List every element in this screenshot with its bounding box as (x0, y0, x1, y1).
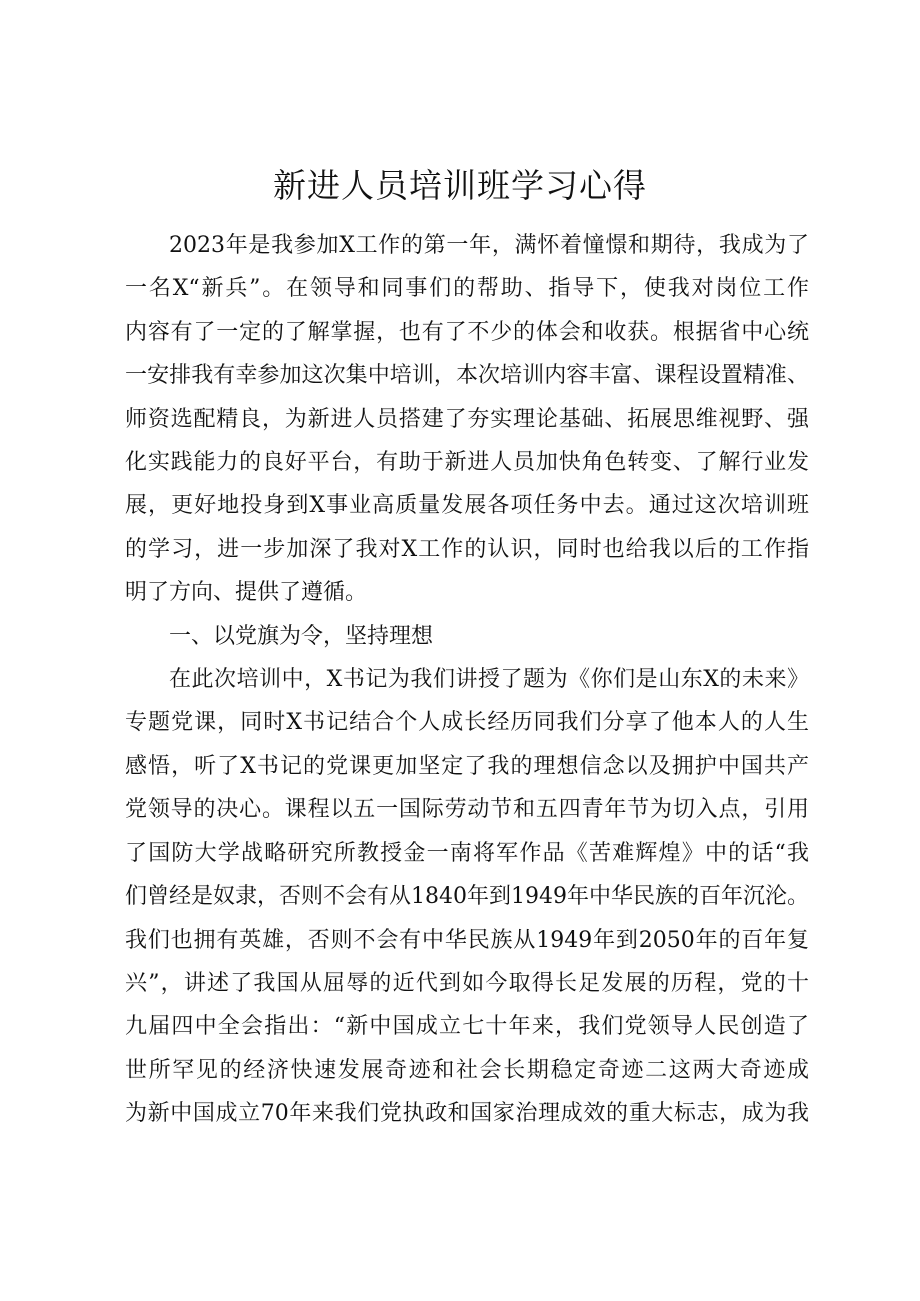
text-line: 一名X“新兵”。在领导和同事们的帮助、指导下，使我对岗位工作 (125, 276, 809, 302)
section-heading: 一、以党旗为令，坚持理想 (169, 623, 434, 649)
text-line: 在此次培训中，X书记为我们讲授了题为《你们是山东X的未来》 (169, 667, 809, 693)
text-line: 展，更好地投身到X事业高质量发展各项任务中去。通过这次培训班 (125, 493, 809, 519)
text-line: 党领导的决心。课程以五一国际劳动节和五四青年节为切入点，引用 (125, 797, 809, 823)
text-line: 2023年是我参加X工作的第一年，满怀着憧憬和期待，我成为了 (169, 233, 809, 258)
text-line: 们曾经是奴隶，否则不会有从1840年到1949年中华民族的百年沉沦。 (125, 884, 809, 910)
document-body (125, 224, 809, 1136)
text-line: 了国防大学战略研究所教授金一南将军作品《苦难辉煌》中的话“我 (125, 840, 809, 866)
text-line: 明了方向、提供了遵循。 (125, 580, 368, 606)
text-line: 九届四中全会指出：“新中国成立七十年来，我们党领导人民创造了 (125, 1014, 809, 1040)
text-line: 化实践能力的良好平台，有助于新进人员加快角色转变、了解行业发 (125, 450, 809, 476)
text-line: 内容有了一定的了解掌握，也有了不少的体会和收获。根据省中心统 (125, 319, 809, 345)
paragraph-section1 (125, 658, 809, 1135)
text-line: 我们也拥有英雄，否则不会有中华民族从1949年到2050年的百年复 (125, 927, 809, 953)
text-line: 师资选配精良，为新进人员搭建了夯实理论基础、拓展思维视野、强 (125, 406, 809, 432)
paragraph-intro (125, 224, 809, 615)
document-title: 新进人员培训班学习心得 (273, 166, 647, 205)
text-line: 专题党课，同时X书记结合个人成长经历同我们分享了他本人的人生 (125, 710, 809, 736)
text-line: 兴”，讲述了我国从屈辱的近代到如今取得长足发展的历程，党的十 (125, 970, 809, 996)
text-line: 一安排我有幸参加这次集中培训，本次培训内容丰富、课程设置精准、 (125, 363, 809, 389)
text-line: 为新中国成立70年来我们党执政和国家治理成效的重大标志，成为我 (125, 1101, 809, 1127)
text-line: 感悟，听了X书记的党课更加坚定了我的理想信念以及拥护中国共产 (125, 753, 809, 779)
text-line: 的学习，进一步加深了我对X工作的认识，同时也给我以后的工作指 (125, 536, 809, 562)
text-line: 世所罕见的经济快速发展奇迹和社会长期稳定奇迹二这两大奇迹成 (125, 1057, 809, 1083)
